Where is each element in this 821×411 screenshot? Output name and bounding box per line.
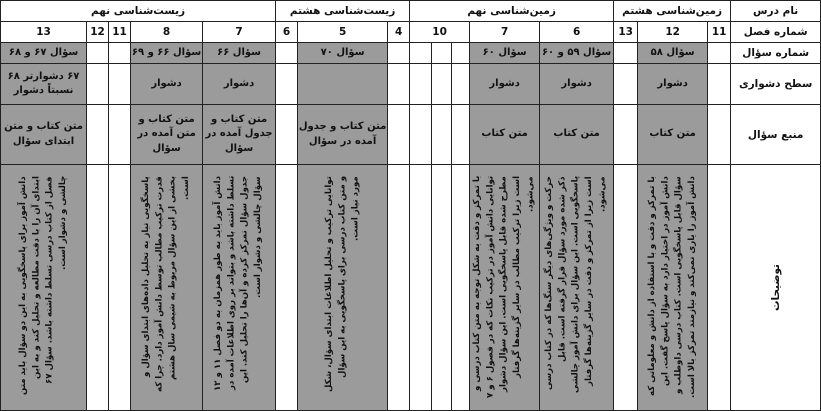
difficulty-geo8-12: دشوار [638,64,708,105]
question-geo9-7: سؤال ۶۰ [470,43,540,64]
chapter-cell: 11 [109,22,131,43]
notes-geo9-7-cell [470,165,540,411]
question-geo8-12: سؤال ۵۸ [638,43,708,64]
label-notes-cell [731,165,821,411]
chapter-cell: 4 [388,22,410,43]
chapter-cell: 6 [276,22,298,43]
label-difficulty: سطح دشواری [731,64,821,105]
chapter-cell: 13 [1,22,87,43]
label-notes: توضیحات [769,263,782,312]
notes-bio9-15-cell [1,165,87,411]
group-biology-8: زیست‌شناسی هشتم [276,1,410,22]
difficulty-geo9-6: دشوار [540,64,614,105]
difficulty-bio9-12: دشوار [131,64,203,105]
question-geo9-6: سؤال ۵۹ و ۶۰ [540,43,614,64]
chapter-cell: 7 [470,22,540,43]
source-bio9-11: متن کتاب و جدول آمده در سؤال [203,105,276,165]
notes-bio8-7: توانایی ترکیب و تحلیل اطلاعات ابتدای سؤال، شکل و متن کتاب درسی برای پاسخگویی به این سؤال مورد نیاز است. [323,175,361,392]
notes-geo9-6: حرکت و ویژگی‌های دیگر سنگ‌ها که در کتاب درسی ذکر شده مورد سؤال قرار گرفته است. قابل پاسخگویی است. این سؤال برای دانش آموز چالشی است زیرا از تمرکز و دقت در سایر گزینه‌ها گرفتار می‌شود. [544,175,608,393]
notes-bio9-15: دانش آموز برای پاسخگویی به این دو سؤال باید متن ابتدای آن را با دقت مطالعه و تحلیل کند و به این فصل از کتاب درسی تسلط داشته باشد. سؤال ۶۷ چالشی و دشوار است. [17,175,68,395]
label-source: منبع سؤال [731,105,821,165]
notes-geo8-12-cell [638,165,708,411]
row-question [1,43,821,64]
question-bio9-15: سؤال ۶۷ و ۶۸ [1,43,87,64]
chapter-cell: 12 [87,22,109,43]
row-difficulty [1,64,821,105]
header-row-chapter [1,22,821,43]
question-bio9-11: سؤال ۶۶ [203,43,276,64]
difficulty-bio9-11: دشوار [203,64,276,105]
source-bio8-7: متن کتاب و جدول آمده در سؤال [298,105,388,165]
chapter-cell: 12 [638,22,708,43]
header-row-lesson [1,1,821,22]
label-question: شماره سؤال [731,43,821,64]
chapter-cell: 5 [298,22,388,43]
difficulty-geo9-7: دشوار [470,64,540,105]
chapter-cell: 8 [131,22,203,43]
notes-geo9-7: با تمرکز و دقت به شکل توجه به متن کتاب درسی و توانایی دانش آموز در ترکیب نکات که در فصول ۶ و ۷ مطرح شده قابل پاسخگویی است. این سؤال دشوار است زیرا ترکیب مطالب در سایر گزینه‌ها گرفتار می‌شود. [472,175,536,398]
source-geo8-12: متن کتاب [638,105,708,165]
notes-geo8-12: با تمرکز و دقت و با استفاده از دانش و معلوماتی که دانش آموز در اختیار دارد به سؤال پاسخ گفت. این سؤال قابل پاسخگویی است. کتاب درسی داوطلب و دانش آموز را یاری نمی‌کند و نیازمند تمرکز بالا است. [647,175,697,398]
source-geo9-7: متن کتاب [470,105,540,165]
chapter-cell: 6 [540,22,614,43]
source-bio9-12: متن کتاب و متن آمده در سؤال [131,105,203,165]
notes-bio9-11-cell [203,165,276,411]
chapter-cell: 7 [203,22,276,43]
label-chapter: شماره فصل [731,22,821,43]
notes-bio9-11: دانش آموز باید به طور همزمان به دو فصل ۱۱ و ۱۲ تسلط داشته باشد و بتواند بر روی اطلاعات آمده در جدول سؤال تمرکز کرده و آن‌ها را تحلیل کند. این سؤال چالشی و دشوار است. [213,175,264,391]
group-biology-9: زیست‌شناسی نهم [1,1,276,22]
difficulty-bio8-7 [298,64,388,105]
chapter-cell: 11 [708,22,731,43]
notes-bio8-7-cell [298,165,388,411]
notes-bio9-12: پاسخگویی نیاز به تحلیل داده‌های ابتدای سؤال و قدرت ترکیب مطالب توسط دانش آموز دارد. چرا که بخشی از این سؤال مربوط به شیمی سال هشتم است. [140,175,191,392]
source-geo9-6: متن کتاب [540,105,614,165]
notes-bio9-12-cell [131,165,203,411]
source-bio9-15: متن کتاب و متن ابتدای سؤال [1,105,87,165]
notes-geo9-6-cell [540,165,614,411]
chapter-cell: 13 [614,22,638,43]
question-bio9-12: سؤال ۶۶ و ۶۹ [131,43,203,64]
label-lesson: نام درس [731,1,821,22]
row-source [1,105,821,165]
group-geology-9: زمین‌شناسی نهم [410,1,614,22]
question-bio8-7: سؤال ۷۰ [298,43,388,64]
row-notes [1,165,821,411]
difficulty-bio9-15: ۶۷ دشوارتر ۶۸ نسبتاً دشوار [1,64,87,105]
chapter-cell: 10 [410,22,470,43]
group-geology-8: زمین‌شناسی هشتم [614,1,731,22]
